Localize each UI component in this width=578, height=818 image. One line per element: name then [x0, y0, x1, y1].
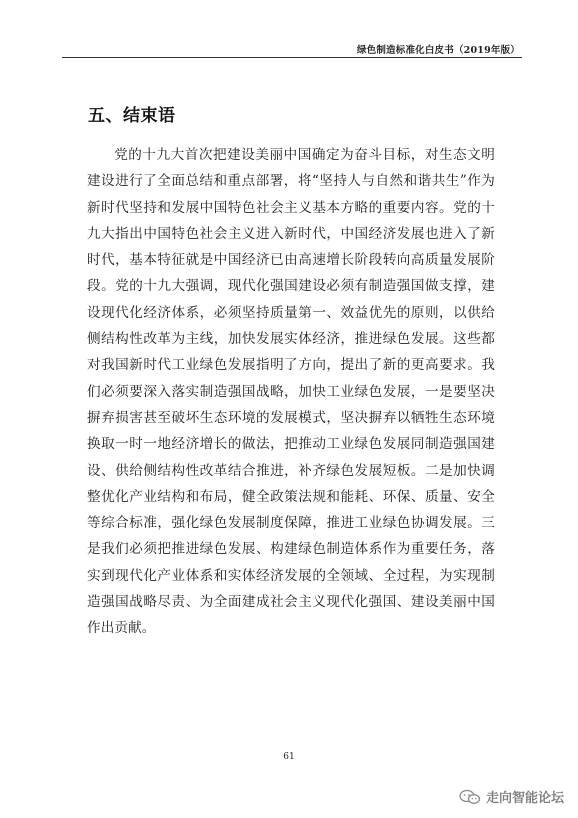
- section-title: 五、结束语: [88, 106, 176, 126]
- running-header-title: 绿色制造标准化白皮书（2019年版）: [356, 45, 520, 56]
- wechat-chat-bubble-icon: [459, 789, 481, 805]
- watermark-text: 走向智能论坛: [485, 791, 564, 806]
- watermark: [459, 787, 564, 806]
- header-divider: [62, 57, 522, 58]
- page-number: 61: [283, 752, 295, 762]
- body-paragraph: 党的十九大首次把建设美丽中国确定为奋斗目标，对生态文明建设进行了全面总结和重点部署，将“坚持人与自然和谐共生”作为新时代坚持和发展中国特色社会主义基本方略的重要内容。党的十九大指出中国特色社会主义进入新时代，中国经济发展也进入了新时代，基本特征就是中国经济已由高速增长阶段转向高质量发展阶段。党的十九大强调，现代化强国建设必须有制造强国做支撑，建设现代化经济体系，必须坚持质量第一、效益优先的原则，以供给侧结构性改革为主线，加快发展实体经济，推进绿色发展。这些都对我国新时代工业绿色发展指明了方向，提出了新的更高要求。我们必须要深入落实制造强国战略，加快工业绿色发展，一是要坚决摒弃损害甚至破坏生态环境的发展模式，坚决摒弃以牺牲生态环境换取一时一地经济增长的做法，把推动工业绿色发展同制造强国建设、供给侧结构性改革结合推进，补齐绿色发展短板。二是加快调整优化产业结构和布局，健全政策法规和能耗、环保、质量、安全等综合标准，强化绿色发展制度保障，推进工业绿色协调发展。三是我们必须把推进绿色发展、构建绿色制造体系作为重要任务，落实到现代化产业体系和实体经济发展的全领域、全过程，为实现制造强国战略尽责、为全面建成社会主义现代化强国、建设美丽中国作出贡献。: [87, 147, 495, 637]
